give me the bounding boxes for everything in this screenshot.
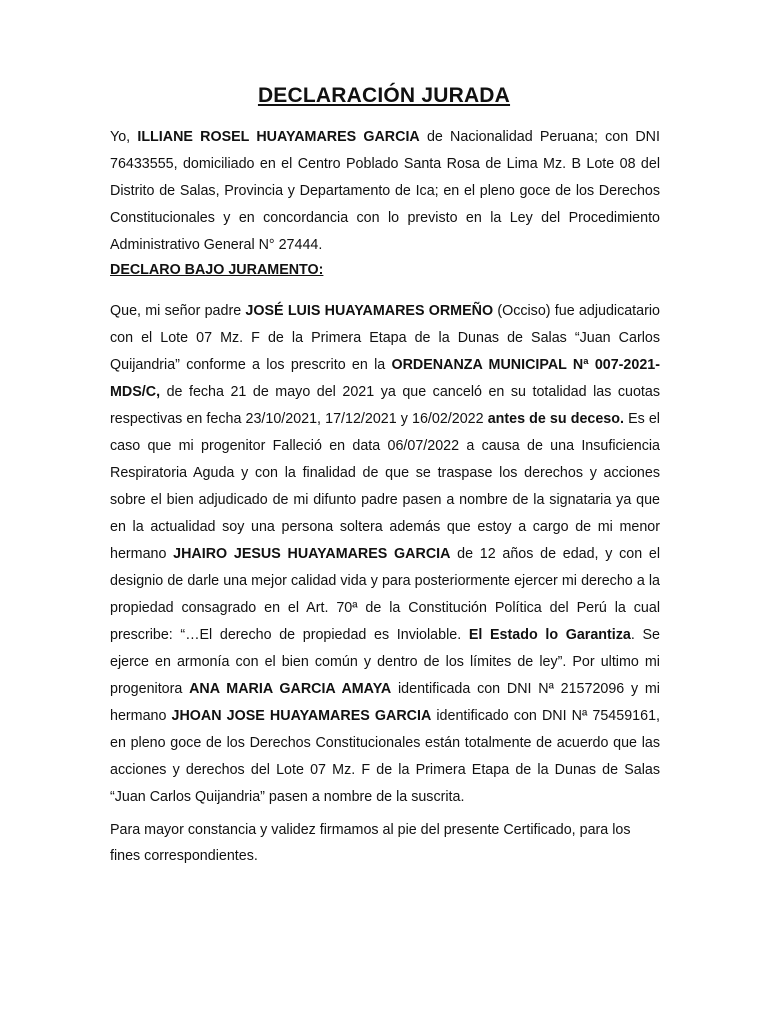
text-segment: Yo,: [110, 129, 138, 145]
text-segment: de 12 años de edad, y con el designio de darle una mejor calidad vida y para posteriormente ejercer mi derecho a la propiedad consagrado en el Art. 70ª de la Constitución Política del Perú la cual prescribe: “…El derecho de propiedad es Inviolable.: [110, 546, 661, 643]
deceso-phrase: antes de su deceso.: [487, 411, 624, 427]
document-title: DECLARACIÓN JURADA: [257, 84, 511, 107]
declaration-body-paragraph: [110, 298, 660, 811]
text-segment: (Occiso) fue adjudicatario con el Lote 07 Mz. F de la Primera Etapa de la Dunas de Salas “Juan Carlos Quijandria” conforme a los prescrito en la: [110, 303, 660, 373]
mother-name: ANA MARIA GARCIA AMAYA: [189, 681, 392, 697]
brother-name: JHAIRO JESUS HUAYAMARES GARCIA: [173, 546, 451, 562]
declarant-name: ILLIANE ROSEL HUAYAMARES GARCIA: [137, 129, 420, 145]
declarant-paragraph: [110, 124, 660, 259]
text-segment: . Se ejerce en armonía con el bien común y dentro de los límites de ley”. Por ultimo mi progenitora: [110, 627, 660, 697]
text-segment: identificada con DNI Nª 21572096 y mi hermano: [110, 681, 660, 724]
second-brother-name: JHOAN JOSE HUAYAMARES GARCIA: [171, 708, 432, 724]
father-name: JOSÉ LUIS HUAYAMARES ORMEÑO: [245, 303, 494, 319]
text-segment: Es el caso que mi progenitor Falleció en data 06/07/2022 a causa de una Insuficiencia Respiratoria Aguda y con la finalidad de que se traspase los derechos y acciones sobre el bien adjudicado de mi difunto padre pasen a nombre de la signataria ya que en la actualidad soy una persona soltera además que estoy a cargo de mi menor hermano: [110, 411, 660, 562]
declaration-subheading: DECLARO BAJO JURAMENTO:: [110, 262, 324, 278]
text-segment: de Nacionalidad Peruana; con DNI 76433555, domiciliado en el Centro Poblado Santa Rosa de Lima Mz. B Lote 08 del Distrito de Salas, Provincia y Departamento de Ica; en el pleno goce de los Derechos Constitucionales y en concordancia con lo previsto en la Ley del Procedimiento Administrativo General N° 27444.: [110, 129, 660, 253]
closing-paragraph: Para mayor constancia y validez firmamos al pie del presente Certificado, para los fines correspondientes.: [110, 822, 631, 864]
text-segment: Que, mi señor padre: [110, 303, 246, 319]
text-segment: identificado con DNI Nª 75459161, en pleno goce de los Derechos Constitucionales están totalmente de acuerdo que las acciones y derechos del Lote 07 Mz. F de la Primera Etapa de la Dunas de Salas “Juan Carlos Quijandria” pasen a nombre de la suscrita.: [110, 708, 660, 805]
ordinance-reference: ORDENANZA MUNICIPAL Nª 007-2021-MDS/C,: [110, 357, 660, 400]
guarantee-phrase: El Estado lo Garantiza: [468, 627, 631, 643]
text-segment: de fecha 21 de mayo del 2021 ya que canceló en su totalidad las cuotas respectivas en fecha 23/10/2021, 17/12/2021 y 16/02/2022: [110, 384, 660, 427]
